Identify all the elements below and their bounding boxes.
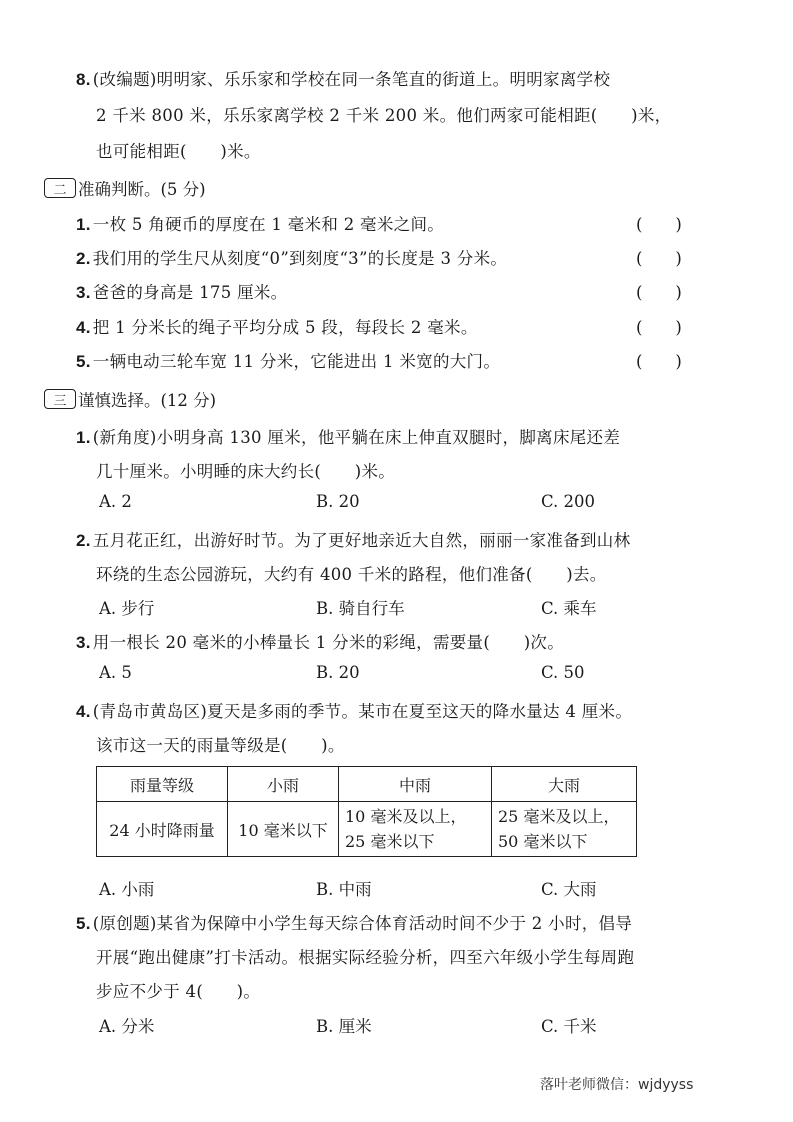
choice-q5-line3: 步应不少于 4( )。 [96,982,261,1001]
item-text: 我们用的学生尺从刻度“0”到刻度“3”的长度是 3 分米。 [92,249,508,268]
section-3-heading [44,387,216,411]
choice-q4-line1 [76,698,632,722]
q1-option-a[interactable]: A. 2 [99,492,132,511]
question-number: 5. [76,914,91,933]
q4-option-c[interactable]: C. 大雨 [541,880,597,899]
q2-option-a[interactable]: A. 步行 [99,599,155,618]
section-2-title: 准确判断。(5 分) [78,180,206,199]
table-header: 中雨 [339,767,492,802]
answer-paren-5[interactable]: ( ) [636,352,682,371]
table-cell: 10 毫米以下 [228,802,339,857]
q2-option-c[interactable]: C. 乘车 [541,599,597,618]
judge-item-2 [76,245,507,269]
question-text: (青岛市黄岛区)夏天是多雨的季节。某市在夏至这天的降水量达 4 厘米。 [92,702,633,721]
question-number: 3. [76,633,91,652]
section-2-heading [44,176,206,200]
section-3-title: 谨慎选择。(12 分) [78,391,217,410]
item-text: 一辆电动三轮车宽 11 分米，它能进出 1 米宽的大门。 [92,352,501,371]
q8-number: 8. [76,70,91,89]
choice-q1-line2: 几十厘米。小明睡的床大约长( )米。 [96,462,396,481]
choice-q5-line2: 开展“跑出健康”打卡活动。根据实际经验分析，四至六年级小学生每周跑 [96,948,635,967]
question-text: 用一根长 20 毫米的小棒量长 1 分米的彩绳，需要量( )次。 [92,633,565,652]
table-cell [339,802,492,857]
section-2-badge: 二 [44,178,76,198]
choice-q5-line1 [76,910,632,934]
table-cell [492,802,637,857]
table-header: 小雨 [228,767,339,802]
cell-line: 10 毫米及以上， [345,807,467,826]
answer-paren-3[interactable]: ( ) [636,283,682,302]
answer-paren-1[interactable]: ( ) [636,215,682,234]
choice-q2-line1 [76,527,630,551]
q3-option-b[interactable]: B. 20 [316,663,360,682]
q1-option-c[interactable]: C. 200 [541,492,596,511]
cell-line: 25 毫米及以上， [498,807,620,826]
table-header-row [97,767,637,802]
item-number: 1. [76,215,91,234]
q5-option-b[interactable]: B. 厘米 [316,1017,372,1036]
q5-option-c[interactable]: C. 千米 [541,1017,597,1036]
section-3-badge: 三 [44,389,76,409]
table-header: 大雨 [492,767,637,802]
question-number: 2. [76,531,91,550]
q8-line1 [76,66,610,90]
item-text: 把 1 分米长的绳子平均分成 5 段，每段长 2 毫米。 [92,318,478,337]
item-number: 4. [76,318,91,337]
footer-contact: 落叶老师微信：wjdyyss [540,1077,694,1093]
choice-q4-line2: 该市这一天的雨量等级是( )。 [96,736,345,755]
item-text: 爸爸的身高是 175 厘米。 [92,283,288,302]
table-cell: 24 小时降雨量 [97,802,228,857]
question-text: 五月花正红，出游好时节。为了更好地亲近大自然，丽丽一家准备到山林 [92,531,631,550]
q3-option-c[interactable]: C. 50 [541,663,585,682]
q1-option-b[interactable]: B. 20 [316,492,360,511]
judge-item-4 [76,314,478,338]
answer-paren-2[interactable]: ( ) [636,249,682,268]
judge-item-3 [76,279,287,303]
q8-line3: 也可能相距( )米。 [96,142,261,161]
cell-line: 25 毫米以下 [345,832,435,851]
q5-option-a[interactable]: A. 分米 [99,1017,155,1036]
choice-q2-line2: 环绕的生态公园游玩，大约有 400 千米的路程，他们准备( )去。 [96,565,607,584]
choice-q3-line1 [76,629,564,653]
table-row [97,802,637,857]
q4-option-a[interactable]: A. 小雨 [99,880,155,899]
rainfall-table [96,766,637,857]
item-number: 5. [76,352,91,371]
cell-line: 50 毫米以下 [498,832,588,851]
table-header: 雨量等级 [97,767,228,802]
q3-option-a[interactable]: A. 5 [99,663,132,682]
question-number: 4. [76,702,91,721]
q2-option-b[interactable]: B. 骑自行车 [316,599,405,618]
question-text: (新角度)小明身高 130 厘米，他平躺在床上伸直双腿时，脚离床尾还差 [92,428,621,447]
item-number: 3. [76,283,91,302]
judge-item-1 [76,211,444,235]
q4-option-b[interactable]: B. 中雨 [316,880,372,899]
judge-item-5 [76,348,500,372]
q8-line2: 2 千米 800 米，乐乐家离学校 2 千米 200 米。他们两家可能相距( )米， [96,106,672,125]
item-text: 一枚 5 角硬币的厚度在 1 毫米和 2 毫米之间。 [92,215,445,234]
choice-q1-line1 [76,424,620,448]
answer-paren-4[interactable]: ( ) [636,318,682,337]
question-text: (原创题)某省为保障中小学生每天综合体育活动时间不少于 2 小时，倡导 [92,914,633,933]
q8-text-1: (改编题)明明家、乐乐家和学校在同一条笔直的街道上。明明家离学校 [92,70,611,89]
question-number: 1. [76,428,91,447]
item-number: 2. [76,249,91,268]
